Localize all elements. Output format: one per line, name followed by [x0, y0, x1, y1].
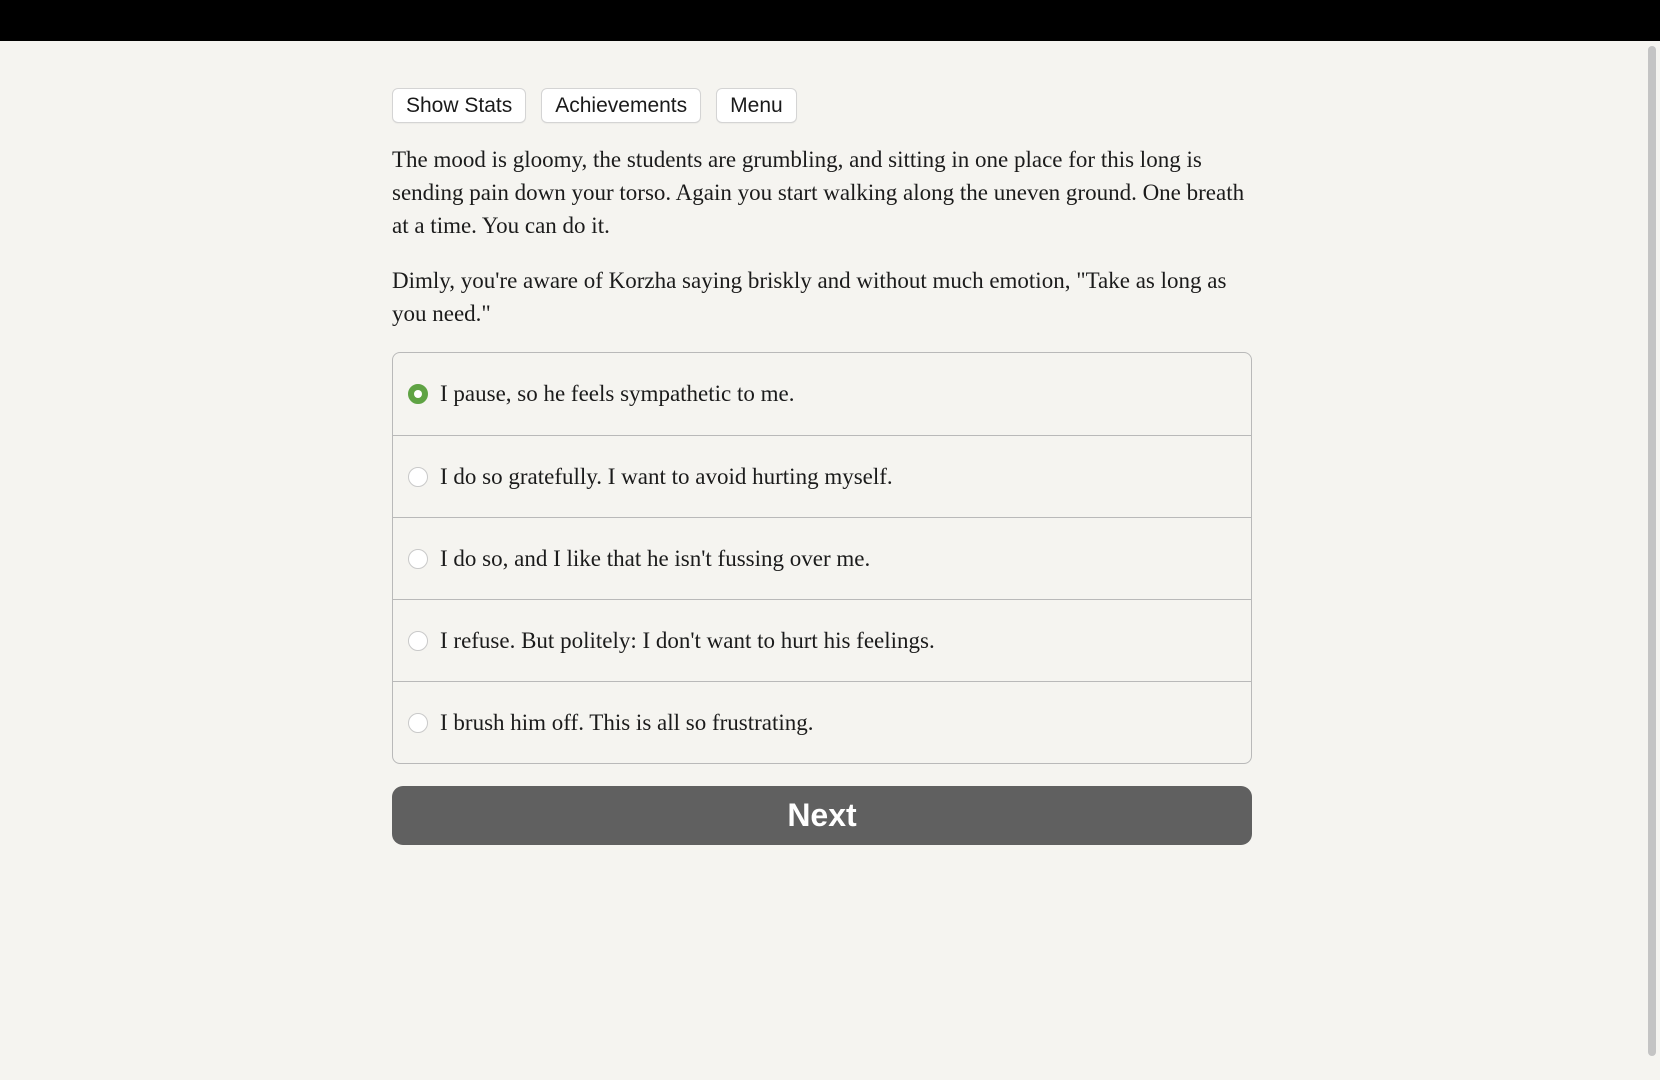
choice-option-2[interactable]	[393, 435, 1251, 517]
toolbar	[392, 88, 1252, 123]
choice-label: I do so gratefully. I want to avoid hurting myself.	[440, 463, 893, 489]
story-text	[392, 143, 1252, 330]
show-stats-button[interactable]: Show Stats	[392, 88, 526, 123]
choice-option-5[interactable]	[393, 681, 1251, 763]
radio-unselected-icon[interactable]	[408, 467, 428, 487]
choice-label: I pause, so he feels sympathetic to me.	[440, 381, 795, 406]
radio-unselected-icon[interactable]	[408, 631, 428, 651]
radio-unselected-icon[interactable]	[408, 713, 428, 733]
menu-button[interactable]: Menu	[716, 88, 797, 123]
choice-option-4[interactable]	[393, 599, 1251, 681]
choice-label: I do so, and I like that he isn't fussing over me.	[440, 545, 871, 571]
choice-label: I brush him off. This is all so frustrating.	[440, 709, 814, 735]
choice-option-3[interactable]	[393, 517, 1251, 599]
next-button[interactable]: Next	[392, 786, 1252, 845]
radio-selected-icon[interactable]	[408, 384, 428, 404]
choice-label: I refuse. But politely: I don't want to hurt his feelings.	[440, 627, 935, 653]
story-paragraph: Dimly, you're aware of Korzha saying briskly and without much emotion, "Take as long as you need."	[392, 268, 1227, 326]
radio-unselected-icon[interactable]	[408, 549, 428, 569]
story-paragraph: The mood is gloomy, the students are grumbling, and sitting in one place for this long is sending pain down your torso. Again you start walking along the uneven ground. One breath at a time. You can do it.	[392, 147, 1245, 238]
scrollbar-thumb[interactable]	[1648, 46, 1656, 1056]
choice-list	[392, 352, 1252, 764]
choice-option-1[interactable]	[393, 353, 1251, 435]
window-top-bar	[0, 0, 1660, 41]
game-container	[392, 88, 1252, 845]
achievements-button[interactable]: Achievements	[541, 88, 701, 123]
